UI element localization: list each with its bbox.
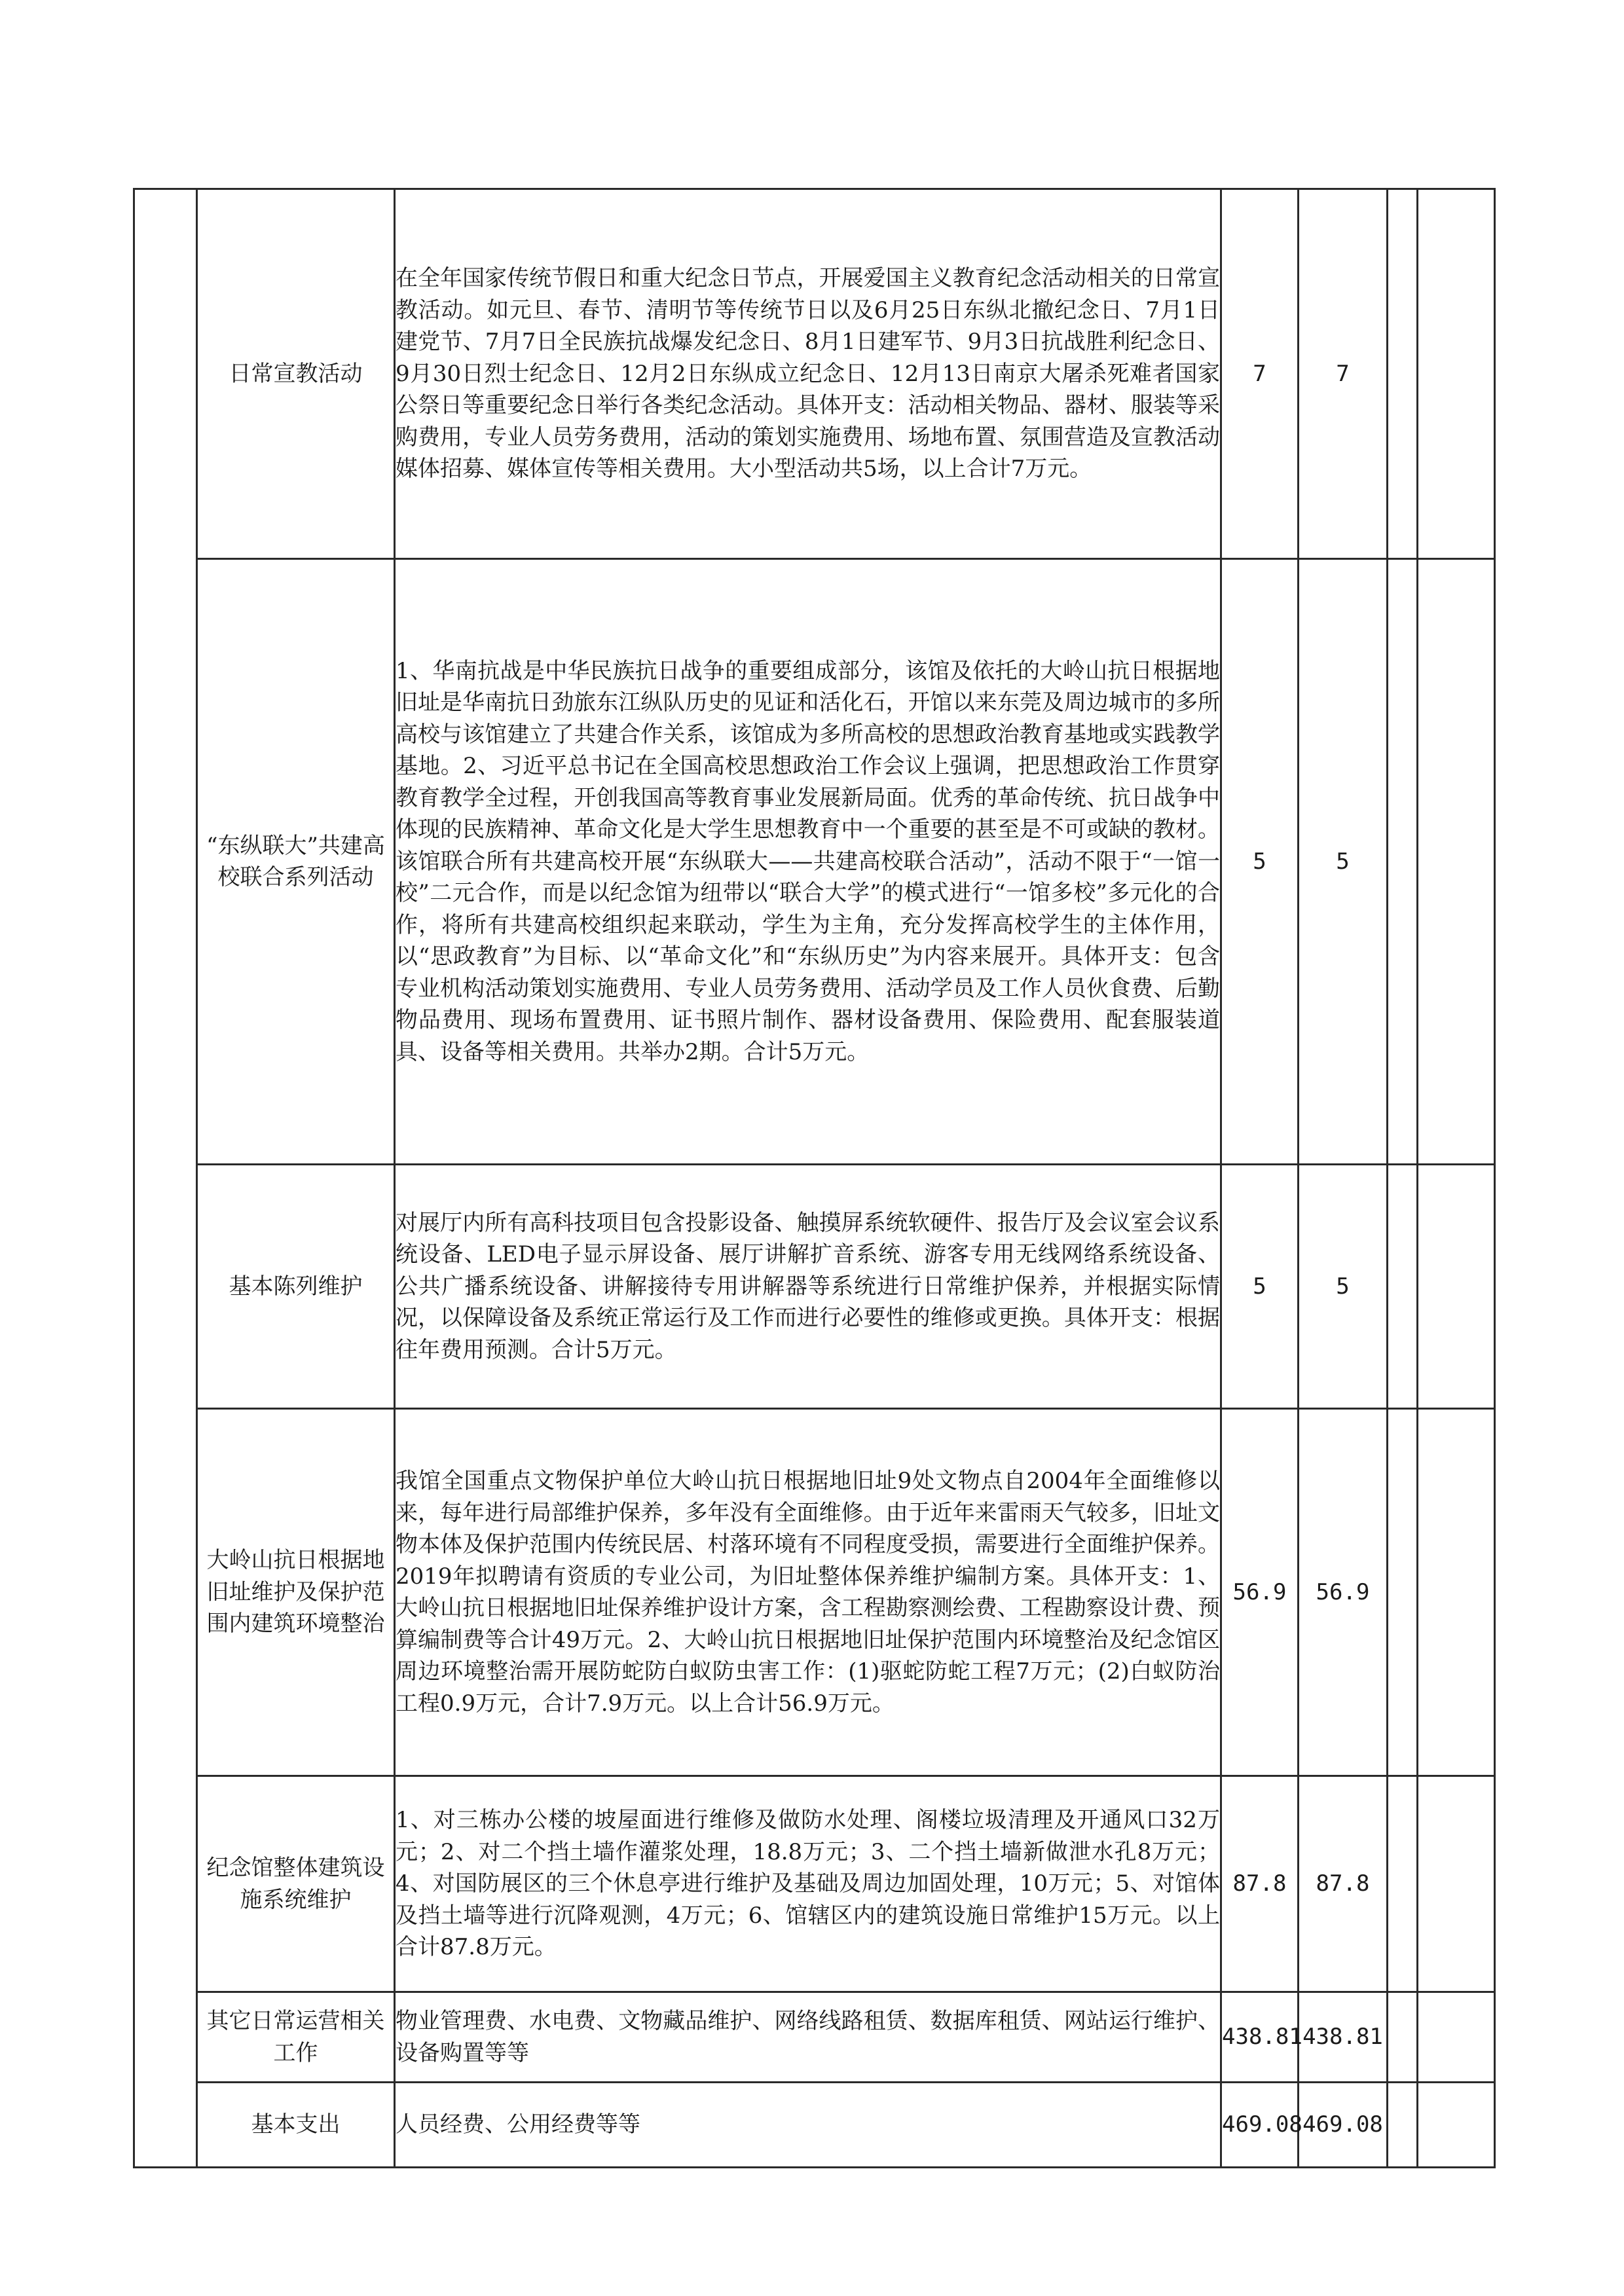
- approved-amount-cell: 438.81: [1299, 1992, 1388, 2083]
- empty-cell: [1418, 1409, 1495, 1776]
- table-row: [134, 559, 1495, 1165]
- project-description-cell: 物业管理费、水电费、文物藏品维护、网络线路租赁、数据库租赁、网站运行维护、设备购置等等: [395, 1992, 1221, 2083]
- table-row: [134, 1409, 1495, 1776]
- empty-cell: [1388, 1409, 1418, 1776]
- approved-amount-cell: 469.08: [1299, 2083, 1388, 2168]
- approved-amount-cell: 5: [1299, 559, 1388, 1165]
- approved-amount-cell: 5: [1299, 1165, 1388, 1409]
- approved-amount-cell: 56.9: [1299, 1409, 1388, 1776]
- table-row: [134, 2083, 1495, 2168]
- budget-amount-cell: 438.81: [1221, 1992, 1299, 2083]
- empty-cell: [1418, 559, 1495, 1165]
- project-name-cell: 其它日常运营相关工作: [197, 1992, 395, 2083]
- project-description-cell: 在全年国家传统节假日和重大纪念日节点，开展爱国主义教育纪念活动相关的日常宣教活动。如元旦、春节、清明节等传统节日以及6月25日东纵北撤纪念日、7月1日建党节、7月7日全民族抗战爆发纪念日、8月1日建军节、9月3日抗战胜利纪念日、9月30日烈士纪念日、12月2日东纵成立纪念日、12月13日南京大屠杀死难者国家公祭日等重要纪念日举行各类纪念活动。具体开支：活动相关物品、器材、服装等采购费用，专业人员劳务费用，活动的策划实施费用、场地布置、氛围营造及宣教活动媒体招募、媒体宣传等相关费用。大小型活动共5场，以上合计7万元。: [395, 189, 1221, 559]
- project-description-cell: 1、对三栋办公楼的坡屋面进行维修及做防水处理、阁楼垃圾清理及开通风口32万元；2、对二个挡土墙作灌浆处理，18.8万元；3、二个挡土墙新做泄水孔8万元；4、对国防展区的三个休息亭进行维护及基础及周边加固处理，10万元；5、对馆体及挡土墙等进行沉降观测，4万元；6、馆辖区内的建筑设施日常维护15万元。以上合计87.8万元。: [395, 1776, 1221, 1992]
- empty-cell: [1388, 2083, 1418, 2168]
- budget-table: [133, 188, 1496, 2168]
- budget-amount-cell: 7: [1221, 189, 1299, 559]
- project-name-cell: 纪念馆整体建筑设施系统维护: [197, 1776, 395, 1992]
- project-name-cell: 日常宣教活动: [197, 189, 395, 559]
- empty-cell: [1418, 1992, 1495, 2083]
- project-name-cell: “东纵联大”共建高校联合系列活动: [197, 559, 395, 1165]
- empty-cell: [1418, 189, 1495, 559]
- project-name-cell: 基本陈列维护: [197, 1165, 395, 1409]
- table-row: [134, 1992, 1495, 2083]
- budget-amount-cell: 5: [1221, 559, 1299, 1165]
- project-description-cell: 1、华南抗战是中华民族抗日战争的重要组成部分，该馆及依托的大岭山抗日根据地旧址是华南抗日劲旅东江纵队历史的见证和活化石，开馆以来东莞及周边城市的多所高校与该馆建立了共建合作关系，该馆成为多所高校的思想政治教育基地或实践教学基地。2、习近平总书记在全国高校思想政治工作会议上强调，把思想政治工作贯穿教育教学全过程，开创我国高等教育事业发展新局面。优秀的革命传统、抗日战争中体现的民族精神、革命文化是大学生思想教育中一个重要的甚至是不可或缺的教材。该馆联合所有共建高校开展“东纵联大——共建高校联合活动”，活动不限于“一馆一校”二元合作，而是以纪念馆为纽带以“联合大学”的模式进行“一馆多校”多元化的合作，将所有共建高校组织起来联动，学生为主角，充分发挥高校学生的主体作用，以“思政教育”为目标、以“革命文化”和“东纵历史”为内容来展开。具体开支：包含专业机构活动策划实施费用、专业人员劳务费用、活动学员及工作人员伙食费、后勤物品费用、现场布置费用、证书照片制作、器材设备费用、保险费用、配套服装道具、设备等相关费用。共举办2期。合计5万元。: [395, 559, 1221, 1165]
- empty-cell: [1418, 1776, 1495, 1992]
- budget-amount-cell: 56.9: [1221, 1409, 1299, 1776]
- project-name-cell: 大岭山抗日根据地旧址维护及保护范围内建筑环境整治: [197, 1409, 395, 1776]
- approved-amount-cell: 7: [1299, 189, 1388, 559]
- project-description-cell: 人员经费、公用经费等等: [395, 2083, 1221, 2168]
- project-description-cell: 我馆全国重点文物保护单位大岭山抗日根据地旧址9处文物点自2004年全面维修以来，每年进行局部维护保养，多年没有全面维修。由于近年来雷雨天气较多，旧址文物本体及保护范围内传统民居、村落环境有不同程度受损，需要进行全面维护保养。2019年拟聘请有资质的专业公司，为旧址整体保养维护编制方案。具体开支：1、大岭山抗日根据地旧址保养维护设计方案，含工程勘察测绘费、工程勘察设计费、预算编制费等合计49万元。2、大岭山抗日根据地旧址保护范围内环境整治及纪念馆区周边环境整治需开展防蛇防白蚁防虫害工作：(1)驱蛇防蛇工程7万元；(2)白蚁防治工程0.9万元，合计7.9万元。以上合计56.9万元。: [395, 1409, 1221, 1776]
- project-description-cell: 对展厅内所有高科技项目包含投影设备、触摸屏系统软硬件、报告厅及会议室会议系统设备、LED电子显示屏设备、展厅讲解扩音系统、游客专用无线网络系统设备、公共广播系统设备、讲解接待专用讲解器等系统进行日常维护保养，并根据实际情况，以保障设备及系统正常运行及工作而进行必要性的维修或更换。具体开支：根据往年费用预测。合计5万元。: [395, 1165, 1221, 1409]
- table-row: [134, 1165, 1495, 1409]
- empty-cell: [1418, 1165, 1495, 1409]
- table-row: [134, 189, 1495, 559]
- budget-amount-cell: 469.08: [1221, 2083, 1299, 2168]
- budget-amount-cell: 5: [1221, 1165, 1299, 1409]
- empty-cell: [1388, 559, 1418, 1165]
- empty-cell: [1388, 189, 1418, 559]
- project-name-cell: 基本支出: [197, 2083, 395, 2168]
- table-row: [134, 1776, 1495, 1992]
- approved-amount-cell: 87.8: [1299, 1776, 1388, 1992]
- empty-cell: [1388, 1776, 1418, 1992]
- budget-amount-cell: 87.8: [1221, 1776, 1299, 1992]
- empty-cell: [1388, 1992, 1418, 2083]
- merged-category-cell: [134, 189, 197, 2168]
- empty-cell: [1418, 2083, 1495, 2168]
- empty-cell: [1388, 1165, 1418, 1409]
